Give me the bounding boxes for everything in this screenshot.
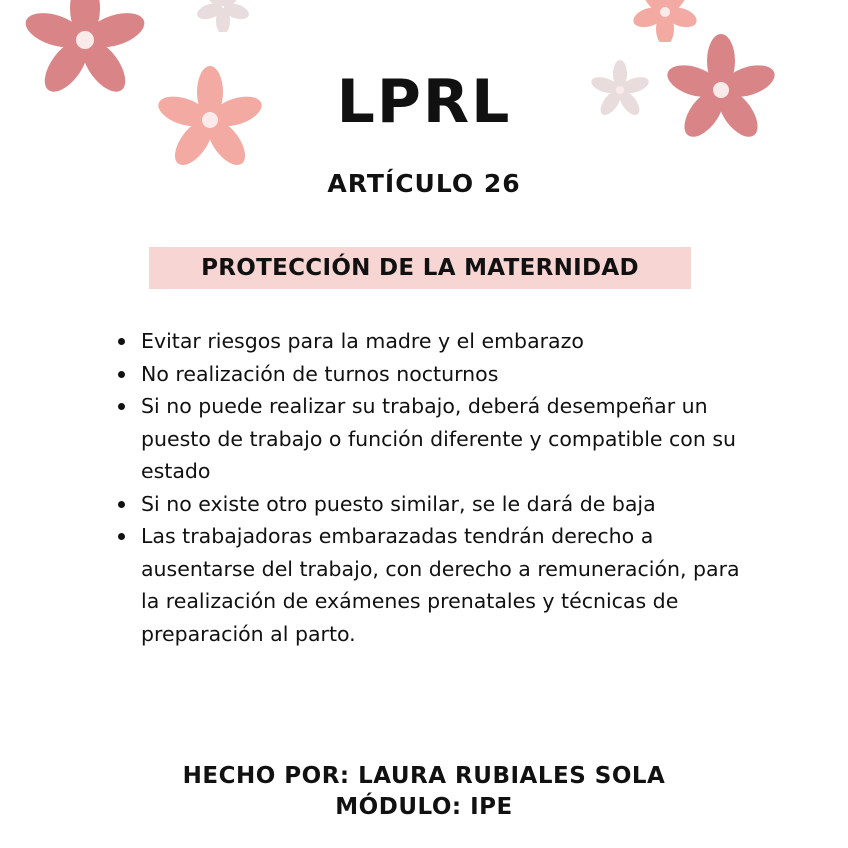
list-item bbox=[113, 390, 763, 488]
list-item-text: Las trabajadoras embarazadas tendrán derecho a ausentarse del trabajo, con derecho a remuneración, para la realización de exámenes prenatales y técnicas de preparación al parto. bbox=[141, 524, 740, 646]
author-credit: HECHO POR: LAURA RUBIALES SOLA bbox=[182, 763, 666, 789]
module-label: MÓDULO: IPE bbox=[335, 794, 513, 820]
bullet-icon bbox=[118, 501, 125, 508]
list-item-text: Si no puede realizar su trabajo, deberá desempeñar un puesto de trabajo o función diferente y compatible con su estado bbox=[141, 394, 737, 483]
bullet-list bbox=[113, 325, 763, 650]
list-item-text: No realización de turnos nocturnos bbox=[141, 361, 499, 386]
bullet-icon bbox=[118, 403, 125, 410]
list-item-text: Evitar riesgos para la madre y el embarazo bbox=[141, 329, 584, 353]
list-item bbox=[113, 488, 763, 521]
list-item-text: Si no existe otro puesto similar, se le dará de baja bbox=[141, 491, 656, 516]
list-item bbox=[113, 325, 763, 358]
page-title: LPRL bbox=[336, 67, 512, 137]
bullet-icon bbox=[118, 533, 125, 540]
flower-icon bbox=[183, 0, 263, 32]
bullet-icon bbox=[118, 338, 125, 345]
section-heading: PROTECCIÓN DE LA MATERNIDAD bbox=[149, 247, 691, 289]
article-number: ARTÍCULO 26 bbox=[327, 169, 521, 198]
bullet-icon bbox=[118, 371, 125, 378]
list-item bbox=[113, 358, 763, 391]
list-item bbox=[113, 520, 763, 650]
